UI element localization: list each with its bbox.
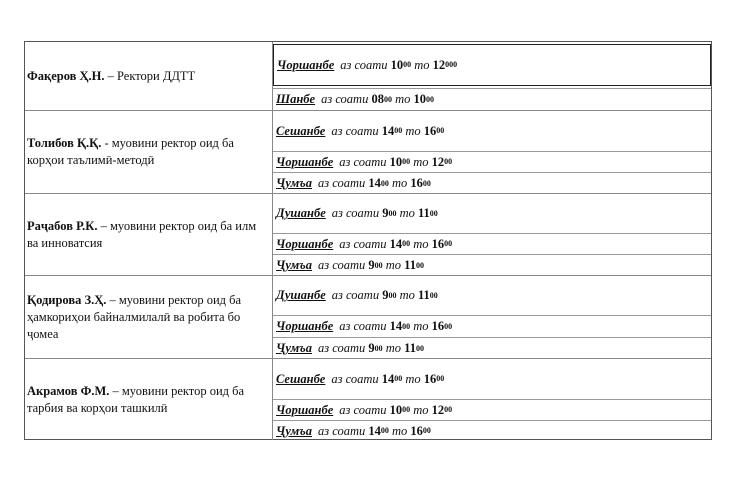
start-hour: 14 [381, 123, 395, 138]
from-label: аз соати [339, 236, 387, 251]
end-hour: 16 [410, 423, 423, 438]
weekday: Чоршанбе [277, 57, 335, 72]
start-hour: 14 [389, 236, 403, 251]
official-name: Толибов Қ.Қ. [27, 136, 102, 150]
start-hour: 10 [389, 154, 403, 169]
schedule-slot: Шанбе аз соати 08 00 то 10 00 [273, 88, 711, 110]
official-cell [25, 276, 273, 358]
from-label: аз соати [318, 176, 366, 190]
schedule-slot: Сешанбе аз соати 14 00 то 16 00 [276, 371, 445, 386]
weekday: Сешанбе [276, 123, 326, 138]
weekday: Ҷумъа [276, 341, 312, 355]
from-label: аз соати [318, 258, 366, 272]
weekday: Чоршанбе [276, 154, 334, 169]
schedule-cell [273, 111, 711, 193]
end-hour: 16 [423, 123, 437, 138]
official-role: – муовини ректор оид ба ҳамкориҳои байналмилалӣ ва робита бо ҷомеа [27, 292, 242, 341]
end-hour: 12 [432, 57, 446, 72]
start-hour: 9 [368, 341, 375, 355]
from-label: аз соати [318, 423, 366, 438]
official-cell [25, 359, 273, 440]
weekday: Ҷумъа [276, 176, 312, 190]
start-hour: 10 [390, 57, 404, 72]
to-label: то [399, 288, 415, 302]
end-hour: 12 [431, 402, 445, 417]
schedule-slot: Ҷумъа аз соати 14 00 то 16 00 [273, 172, 711, 194]
schedule-slot: Ҷумъа аз соати 14 00 то 16 00 [273, 420, 711, 441]
schedule-slot: Сешанбе аз соати 14 00 то 16 00 [276, 123, 445, 138]
weekday: Сешанбе [276, 371, 326, 386]
start-hour: 9 [382, 288, 389, 302]
end-hour: 16 [410, 176, 423, 190]
from-label: аз соати [321, 92, 369, 106]
official-role: – Ректори ДДТТ [104, 68, 196, 83]
weekday: Душанбе [276, 288, 326, 302]
from-label: аз соати [318, 341, 366, 355]
official-name: Қодирова З.Ҳ. [27, 292, 107, 307]
start-hour: 10 [389, 402, 403, 417]
to-label: то [413, 154, 429, 169]
end-hour: 12 [431, 154, 445, 169]
end-hour: 11 [417, 288, 430, 302]
to-label: то [385, 258, 402, 272]
schedule-slot: Чоршанбе аз соати 10 00 то 12 000 [273, 44, 711, 86]
table-row [25, 193, 711, 275]
start-hour: 9 [382, 206, 389, 220]
official-role: – муовини ректор оид ба илм ва инноватсия [27, 218, 257, 250]
end-hour: 16 [423, 371, 437, 386]
schedule-cell [273, 276, 711, 358]
from-label: аз соати [331, 206, 380, 220]
to-label: то [413, 236, 429, 251]
to-label: то [413, 402, 429, 417]
weekday: Чоршанбе [276, 236, 334, 251]
schedule-cell [273, 42, 711, 110]
start-hour: 14 [368, 423, 381, 438]
official-name: Акрамов Ф.М. [27, 383, 110, 398]
from-label: аз соати [340, 57, 388, 72]
official-cell [25, 111, 273, 193]
schedule-cell [273, 194, 711, 275]
start-hour: 14 [368, 176, 381, 190]
from-label: аз соати [331, 123, 379, 138]
from-label: аз соати [331, 371, 379, 386]
end-hour: 16 [431, 319, 445, 333]
official-name: Раҷабов Р.К. [27, 218, 98, 233]
start-hour: 14 [381, 371, 395, 386]
official-cell [25, 42, 273, 110]
schedule-slot: Ҷумъа аз соати 9 00 то 11 00 [273, 337, 711, 359]
end-hour: 11 [404, 258, 416, 272]
weekday: Ҷумъа [276, 423, 312, 438]
end-hour: 10 [413, 92, 426, 106]
to-label: то [413, 319, 429, 333]
reception-schedule-table [24, 41, 712, 440]
table-row [25, 275, 711, 358]
schedule-slot: Чоршанбе аз соати 10 00 то 12 00 [273, 399, 711, 420]
from-label: аз соати [339, 319, 387, 333]
official-role: - муовини ректор оид ба корҳои таълимӣ-методӣ [27, 136, 234, 167]
end-hour: 11 [404, 341, 416, 355]
official-cell [25, 194, 273, 275]
end-hour: 11 [417, 206, 430, 220]
end-hour: 16 [431, 236, 445, 251]
start-hour: 08 [371, 92, 384, 106]
schedule-slot: Душанбе аз соати 9 00 то 11 00 [276, 288, 438, 302]
schedule-slot: Душанбе аз соати 9 00 то 11 00 [276, 206, 438, 220]
schedule-slot: Чоршанбе аз соати 14 00 то 16 00 [273, 233, 711, 254]
start-hour: 9 [368, 258, 375, 272]
schedule-cell [273, 359, 711, 440]
start-hour: 14 [389, 319, 403, 333]
to-label: то [399, 206, 415, 220]
official-role: – муовини ректор оид ба тарбия ва корҳои ташкилӣ [27, 383, 245, 415]
to-label: то [392, 423, 408, 438]
weekday: Чоршанбе [276, 402, 334, 417]
table-row [25, 110, 711, 193]
from-label: аз соати [331, 288, 380, 302]
weekday: Душанбе [276, 206, 326, 220]
weekday: Ҷумъа [276, 258, 312, 272]
table-row [25, 42, 711, 110]
to-label: то [405, 371, 421, 386]
schedule-slot: Ҷумъа аз соати 9 00 то 11 00 [273, 254, 711, 276]
schedule-slot: Чоршанбе аз соати 10 00 то 12 00 [273, 151, 711, 172]
from-label: аз соати [339, 154, 387, 169]
schedule-slot: Чоршанбе аз соати 14 00 то 16 00 [273, 315, 711, 337]
weekday: Шанбе [276, 92, 316, 106]
official-name: Фақеров Ҳ.Н. [27, 68, 105, 83]
table-row [25, 358, 711, 440]
from-label: аз соати [339, 402, 387, 417]
weekday: Чоршанбе [276, 319, 334, 333]
to-label: то [385, 341, 402, 355]
to-label: то [414, 57, 430, 72]
to-label: то [392, 176, 408, 190]
to-label: то [405, 123, 421, 138]
to-label: то [395, 92, 411, 106]
